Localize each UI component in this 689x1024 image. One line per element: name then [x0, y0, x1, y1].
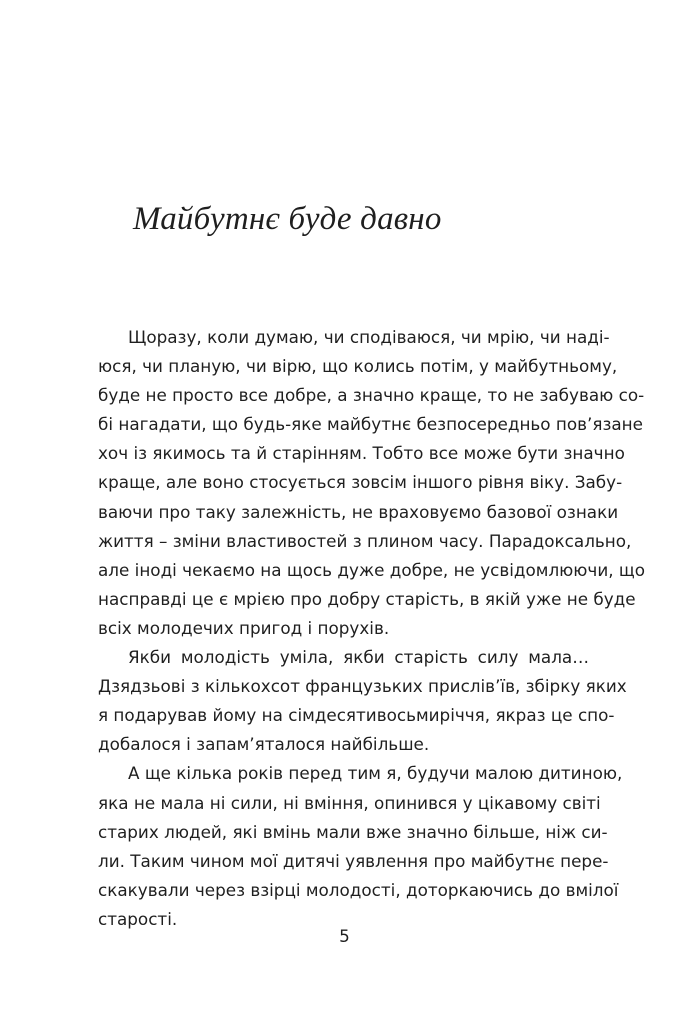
text-line: Якби молодість уміла, якби старість силу мала… [128, 647, 589, 668]
text-line: ли. Таким чином мої дитячі уявлення про майбутнє пере- [98, 850, 609, 871]
text-line: яка не мала ні сили, ні вміння, опинився у цікавому світі [98, 792, 601, 813]
text-line: Дзядзьові з кількохсот французьких прислів’їв, збірку яких [98, 676, 627, 697]
text-line: життя – зміни властивостей з плином часу. Парадоксально, [98, 530, 632, 551]
text-line: насправді це є мрією про добру старість, в якій уже не буде [98, 588, 636, 609]
text-line: добалося і запам’яталося найбільше. [98, 734, 430, 755]
page-number: 5 [339, 926, 350, 946]
text-line: але іноді чекаємо на щось дуже добре, не усвідомлюючи, що [98, 559, 645, 580]
text-line: скакували через взірці молодості, доторкаючись до вмілої [98, 879, 619, 900]
text-line: старості. [98, 908, 178, 929]
text-line: я подарував йому на сімдесятивосьмиріччя, якраз це спо- [98, 705, 615, 726]
text-line: старих людей, які вмінь мали вже значно більше, ніж си- [98, 821, 608, 842]
paragraph-3 [98, 759, 623, 934]
paragraph-1 [98, 323, 645, 643]
paragraph-2 [98, 643, 627, 759]
text-line: юся, чи планую, чи вірю, що колись потім, у майбутньому, [98, 356, 618, 377]
text-line: ваючи про таку залежність, не враховуємо базової ознаки [98, 501, 619, 522]
text-line: всіх молодечих пригод і порухів. [98, 617, 390, 638]
text-line: А ще кілька років перед тим я, будучи малою дитиною, [128, 763, 623, 784]
text-line: краще, але воно стосується зовсім іншого рівня віку. Забу- [98, 472, 623, 493]
text-line: Щоразу, коли думаю, чи сподіваюся, чи мрію, чи наді- [128, 327, 610, 347]
text-line: хоч із якимось та й старінням. Тобто все може бути значно [98, 443, 625, 464]
chapter-title: Майбутнє буде давно [133, 201, 442, 237]
body-text [98, 323, 645, 934]
text-line: бі нагадати, що будь-яке майбутнє безпосередньо пов’язане [98, 414, 643, 435]
text-line: буде не просто все добре, а значно краще, то не забуваю со- [98, 385, 645, 406]
